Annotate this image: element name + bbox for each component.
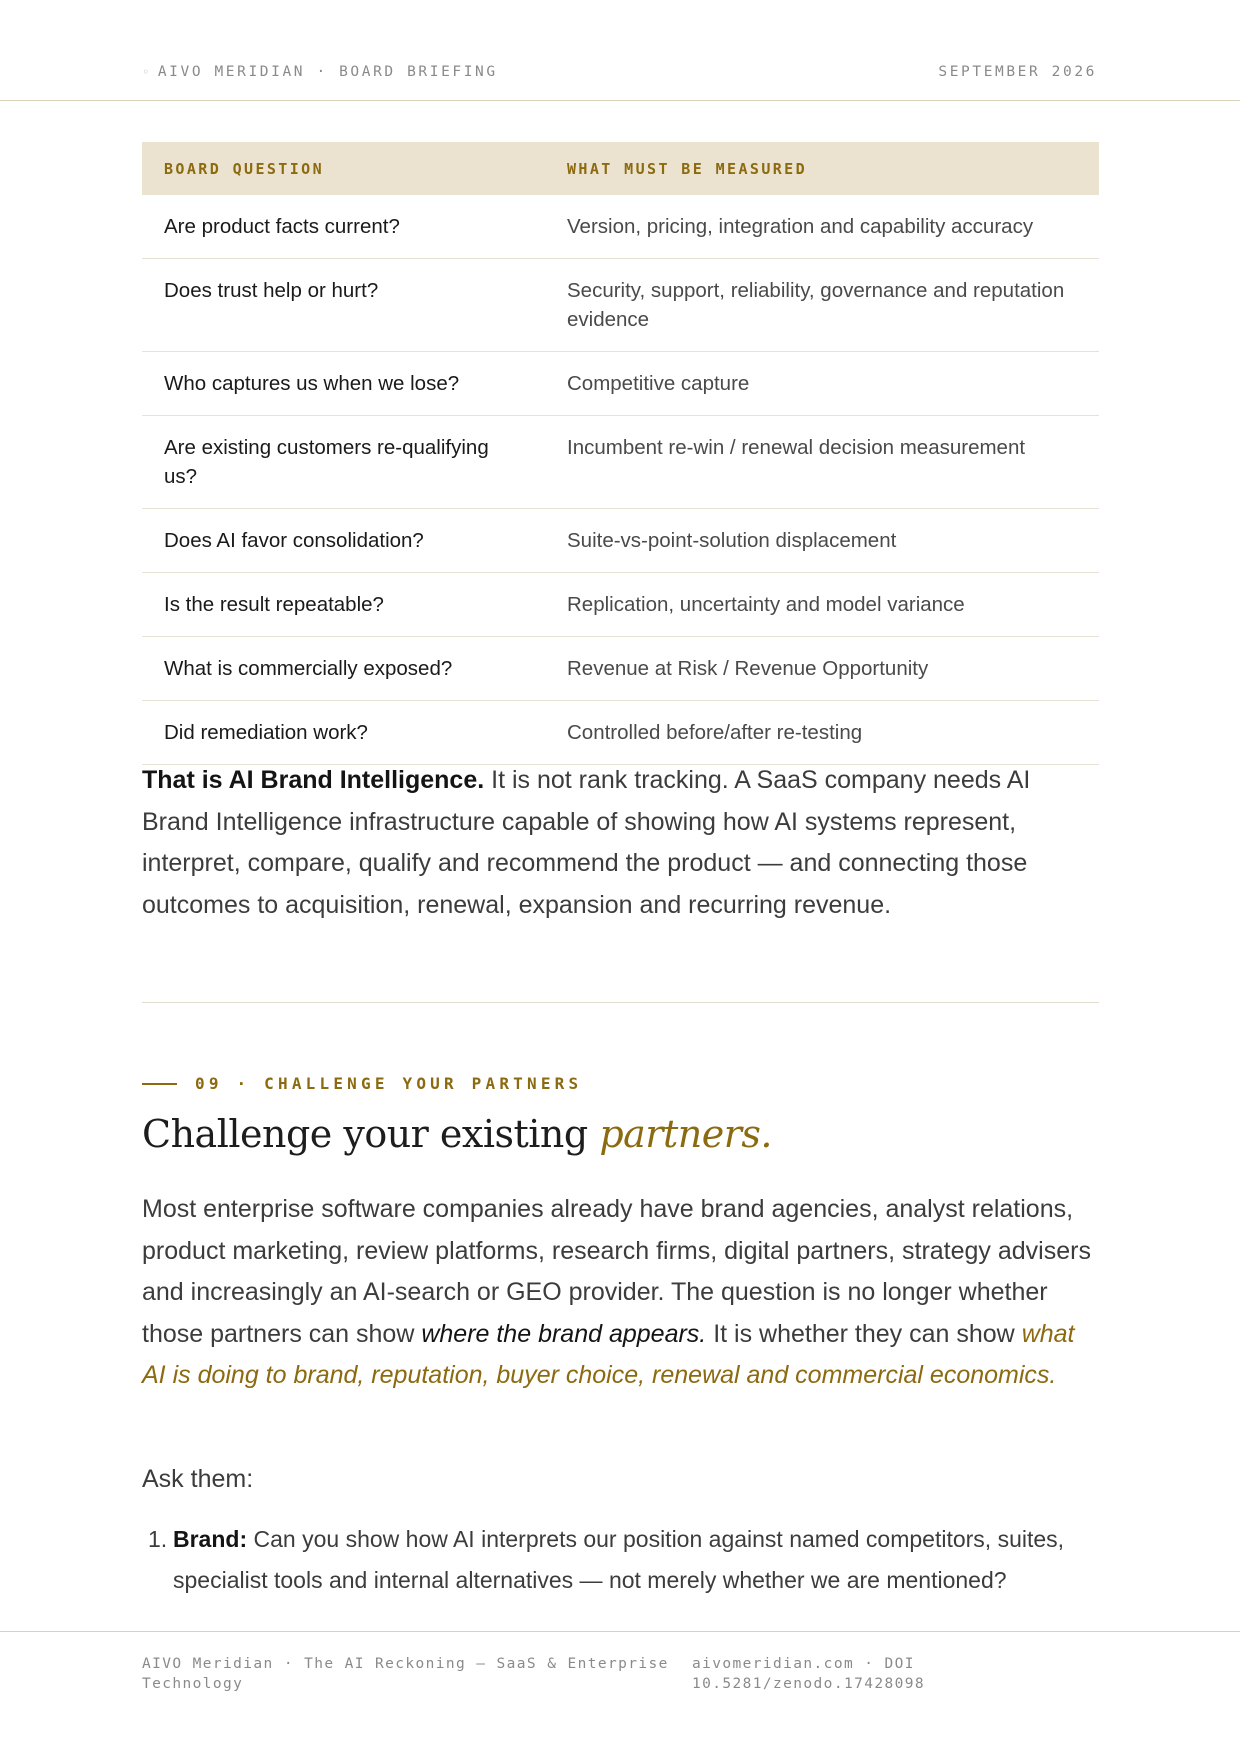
body-text-part1: Most enterprise software companies already have brand agencies, analyst relations, product marketing, review platforms, research firms, digital partners, strategy advisers and increasingly an AI-search or GEO provider. The question is no longer whether those partners can show [142, 1195, 1091, 1348]
board-questions-table [142, 142, 1099, 765]
header-publication-label: AIVO MERIDIAN · BOARD BRIEFING [157, 64, 498, 80]
section-title [142, 1112, 772, 1156]
measure-cell: Incumbent re-win / renewal decision measurement [545, 416, 1099, 509]
board-question-cell: Are product facts current? [142, 195, 545, 259]
measure-cell: Competitive capture [545, 352, 1099, 416]
header-publication [142, 64, 498, 80]
column-header-board-question: BOARD QUESTION [142, 142, 545, 195]
board-question-cell: Does trust help or hurt? [142, 259, 545, 352]
header-bullet-icon: ◦ [142, 65, 152, 79]
table-row [142, 352, 1099, 416]
measure-cell: Revenue at Risk / Revenue Opportunity [545, 637, 1099, 701]
table-row [142, 195, 1099, 259]
measure-cell: Controlled before/after re-testing [545, 701, 1099, 765]
section-body-paragraph [142, 1189, 1102, 1397]
section-kicker-label: 09 · CHALLENGE YOUR PARTNERS [195, 1074, 583, 1093]
list-item-text: Can you show how AI interprets our position against named competitors, suites, specialist tools and internal alternatives — not merely whether we are mentioned? [173, 1526, 1065, 1593]
measure-cell: Suite-vs-point-solution displacement [545, 509, 1099, 573]
paragraph-lead: That is AI Brand Intelligence. [142, 766, 485, 794]
column-header-what-must-be-measured: WHAT MUST BE MEASURED [545, 142, 1099, 195]
footer-publication: AIVO Meridian · The AI Reckoning — SaaS & Enterprise Technology [142, 1656, 669, 1692]
question-list [142, 1519, 1102, 1601]
list-item [142, 1519, 1102, 1601]
page-footer [0, 1631, 1240, 1755]
board-question-cell: Is the result repeatable? [142, 573, 545, 637]
measure-cell: Security, support, reliability, governance and reputation evidence [545, 259, 1099, 352]
measure-cell: Version, pricing, integration and capability accuracy [545, 195, 1099, 259]
section-divider [142, 1002, 1099, 1003]
paragraph-text: It is not rank tracking. A SaaS company needs AI Brand Intelligence infrastructure capable of showing how AI systems represent, interpret, compare, qualify and recommend the product — and connecting those outcomes to acquisition, renewal, expansion and recurring revenue. [142, 766, 1031, 919]
page-header [0, 0, 1240, 101]
list-item-number: 1. [148, 1526, 168, 1552]
board-question-cell: Who captures us when we lose? [142, 352, 545, 416]
section-kicker [142, 1074, 582, 1093]
table-header-row [142, 142, 1099, 195]
measure-cell: Replication, uncertainty and model variance [545, 573, 1099, 637]
list-item-lead: Brand: [173, 1526, 248, 1552]
body-emphasis-what: what AI is doing to brand, reputation, buyer choice, renewal and commercial economics. [142, 1319, 1075, 1389]
body-text-part2: It is whether they can show [706, 1319, 1022, 1348]
board-question-cell: Does AI favor consolidation? [142, 509, 545, 573]
footer-doi: aivomeridian.com · DOI 10.5281/zenodo.17428098 [692, 1656, 925, 1692]
ask-them-label: Ask them: [142, 1465, 254, 1493]
board-question-cell: Are existing customers re-qualifying us? [142, 416, 545, 509]
table-row [142, 637, 1099, 701]
header-date: SEPTEMBER 2026 [938, 64, 1097, 80]
table-row [142, 259, 1099, 352]
body-emphasis-where: where the brand appears. [421, 1319, 707, 1348]
board-question-cell: What is commercially exposed? [142, 637, 545, 701]
table-row [142, 509, 1099, 573]
table-row [142, 701, 1099, 765]
section-title-main: Challenge your existing [142, 1112, 600, 1156]
board-question-cell: Did remediation work? [142, 701, 545, 765]
kicker-rule [142, 1083, 177, 1085]
table-row [142, 573, 1099, 637]
section-title-accent: partners. [599, 1112, 772, 1156]
ai-brand-intelligence-paragraph [142, 760, 1092, 926]
table-row [142, 416, 1099, 509]
